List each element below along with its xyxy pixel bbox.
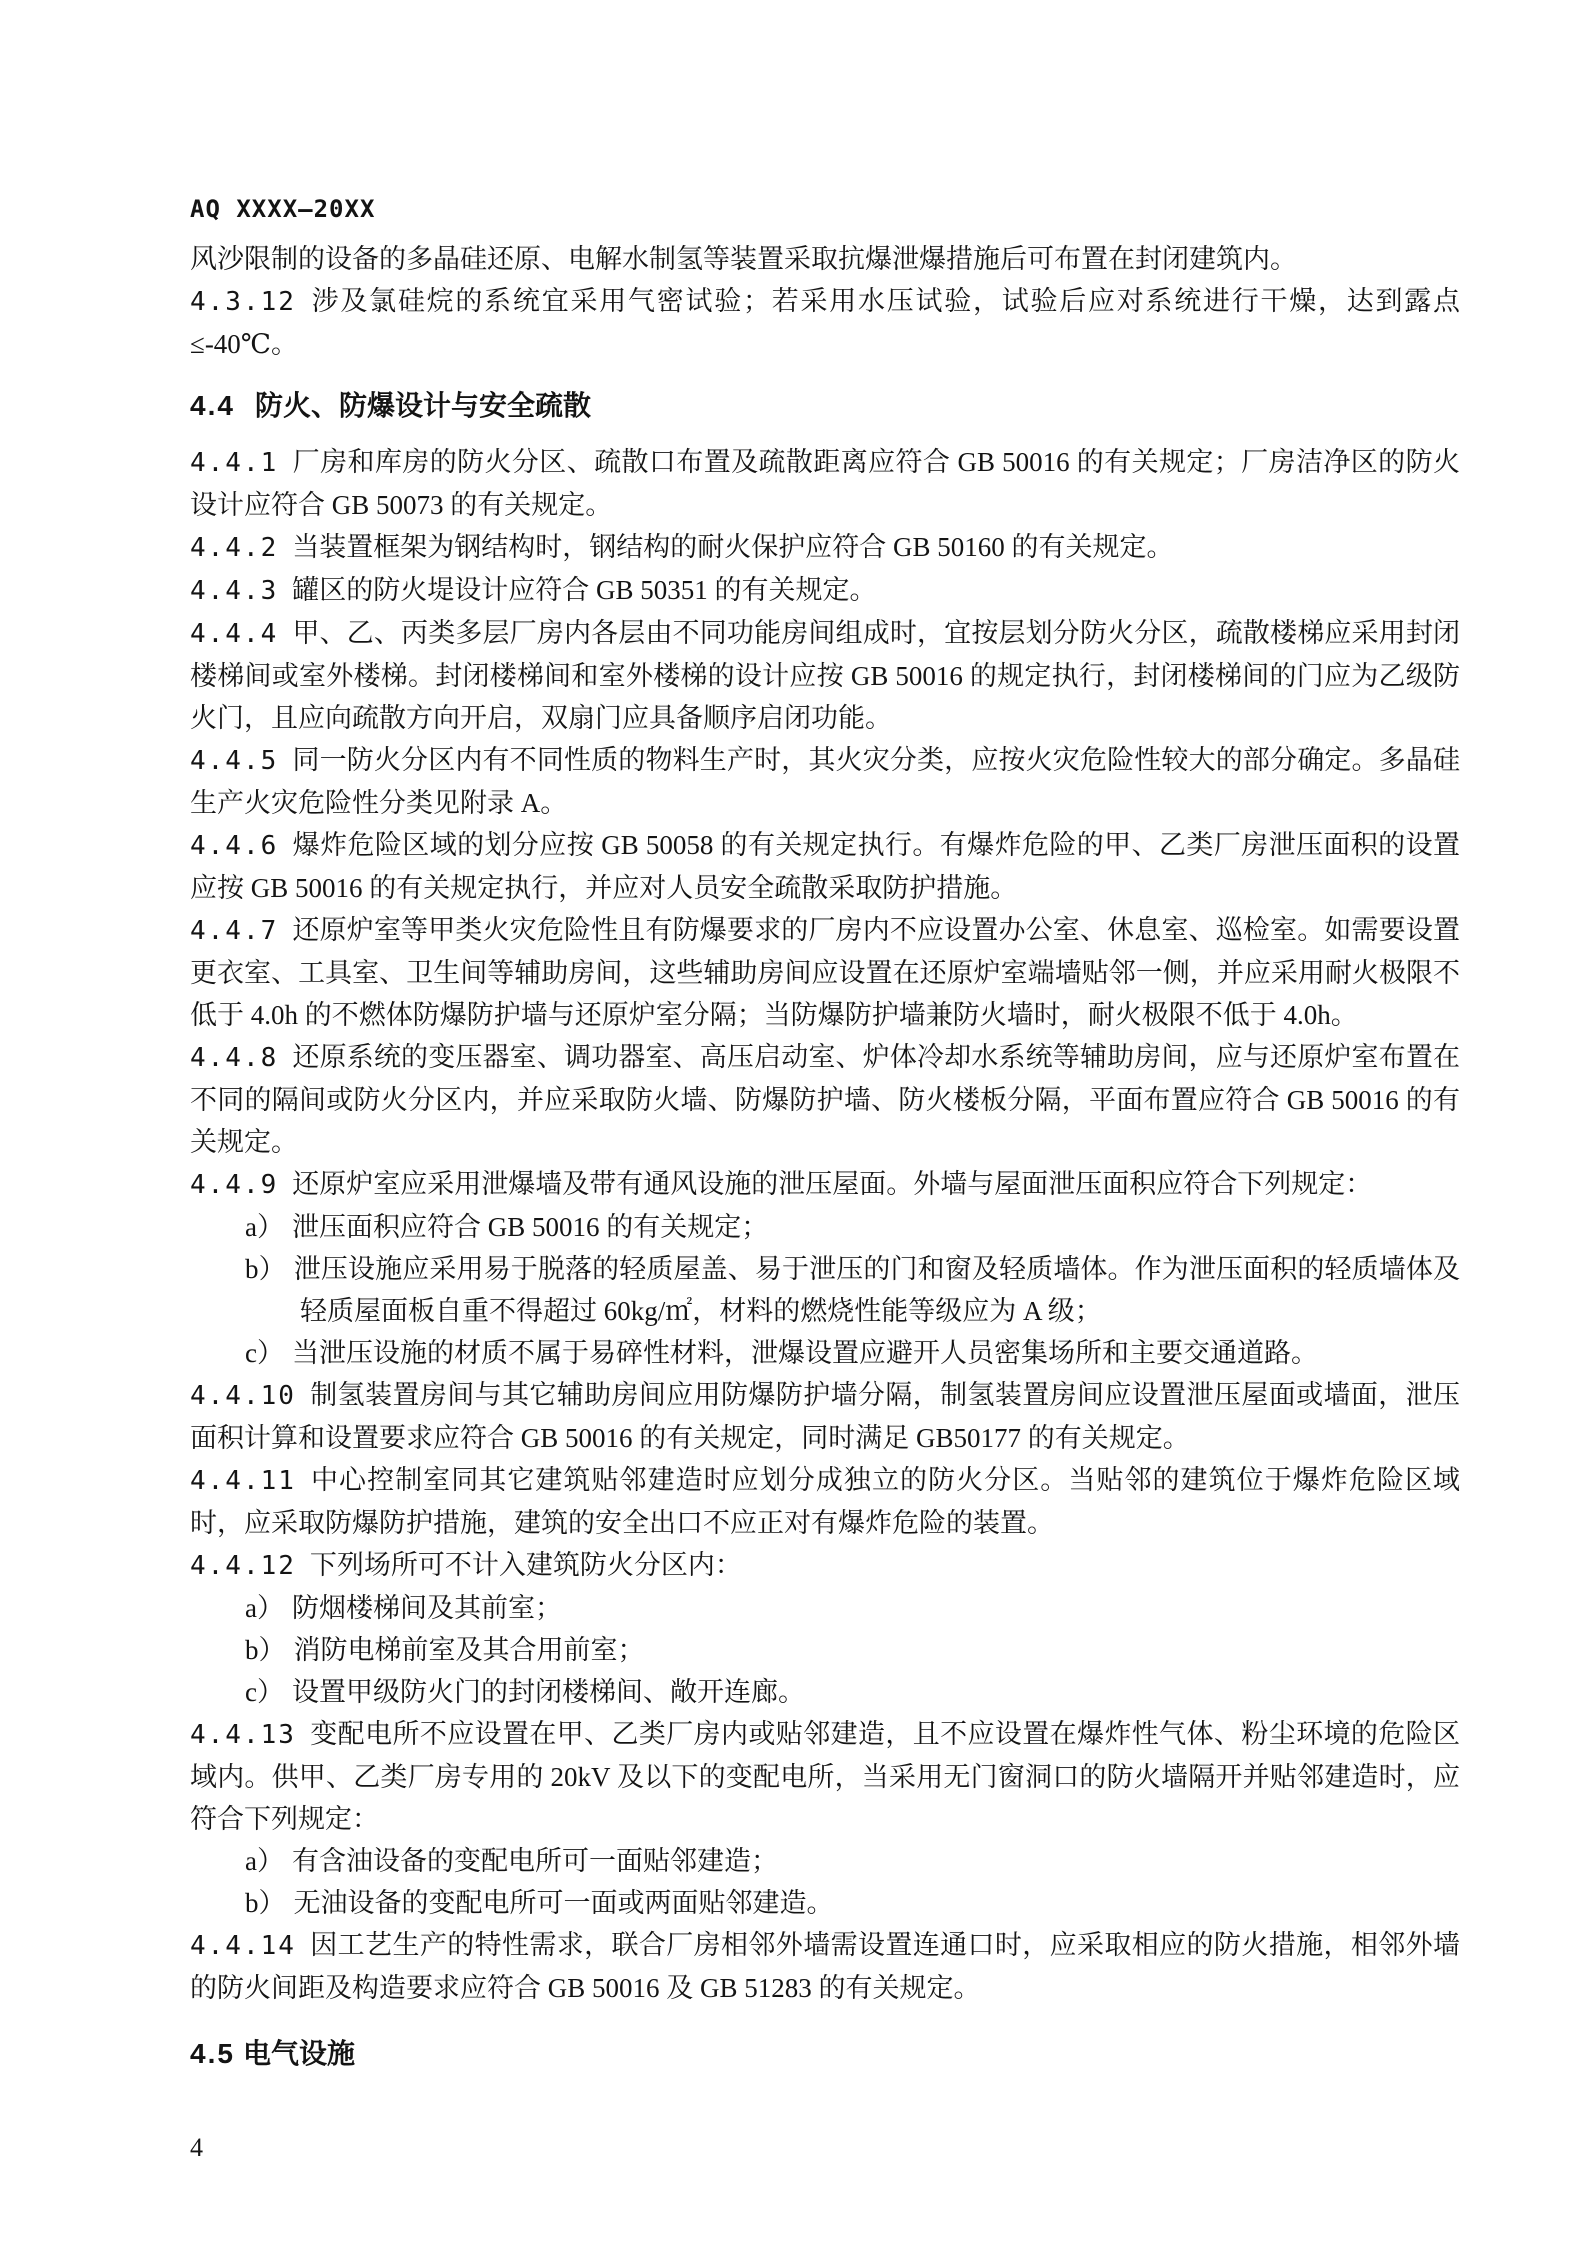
clause-paragraph bbox=[190, 441, 1460, 526]
clause-number: 4.4.4 bbox=[190, 619, 279, 649]
text-content: 消防电梯前室及其合用前室； bbox=[293, 1635, 645, 1665]
text-content: 因工艺生产的特性需求，联合厂房相邻外墙需设置连通口时，应采取相应的防火措施，相邻外墙的防火间距及构造要求应符合 GB 50016 及 GB 51283 的有关规定。 bbox=[190, 1930, 1460, 2003]
text-content: 设置甲级防火门的封闭楼梯间、敞开连廊。 bbox=[291, 1677, 805, 1707]
text-content: 变配电所不应设置在甲、乙类厂房内或贴邻建造，且不应设置在爆炸性气体、粉尘环境的危险区域内。供甲、乙类厂房专用的 20kV 及以下的变配电所，当采用无门窗洞口的防火墙隔开并贴邻建造时，应符合下列规定： bbox=[190, 1719, 1460, 1834]
clause-number: 4.4.8 bbox=[190, 1043, 279, 1073]
text-content: 下列场所可不计入建筑防火分区内： bbox=[309, 1550, 742, 1580]
text-content: 厂房和库房的防火分区、疏散口布置及疏散距离应符合 GB 50016 的有关规定；厂房洁净区的防火设计应符合 GB 50073 的有关规定。 bbox=[190, 447, 1460, 520]
text-content: 爆炸危险区域的划分应按 GB 50058 的有关规定执行。有爆炸危险的甲、乙类厂房泄压面积的设置应按 GB 50016 的有关规定执行，并应对人员安全疏散采取防护措施。 bbox=[190, 830, 1460, 903]
text-content: 同一防火分区内有不同性质的物料生产时，其火灾分类，应按火灾危险性较大的部分确定。多晶硅生产火灾危险性分类见附录 A。 bbox=[190, 745, 1460, 818]
text-content: 制氢装置房间与其它辅助房间应用防爆防护墙分隔，制氢装置房间应设置泄压屋面或墙面，泄压面积计算和设置要求应符合 GB 50016 的有关规定，同时满足 GB50177 的有关规定。 bbox=[190, 1380, 1460, 1453]
clause-number: 4.4.14 bbox=[190, 1931, 296, 1961]
text-content: 当装置框架为钢结构时，钢结构的耐火保护应符合 GB 50160 的有关规定。 bbox=[292, 532, 1174, 562]
clause-paragraph bbox=[190, 612, 1460, 739]
list-item bbox=[190, 1671, 1460, 1713]
clause-paragraph bbox=[190, 1544, 1460, 1587]
list-item bbox=[190, 1206, 1460, 1248]
list-marker: b） bbox=[245, 1635, 286, 1665]
text-content: 电气设施 bbox=[242, 2038, 355, 2069]
clause-paragraph bbox=[190, 824, 1460, 909]
clause-paragraph bbox=[190, 1713, 1460, 1840]
clause-number: 4.4.11 bbox=[190, 1466, 296, 1496]
text-content: 风沙限制的设备的多晶硅还原、电解水制氢等装置采取抗爆泄爆措施后可布置在封闭建筑内。 bbox=[190, 244, 1297, 274]
clause-number: 4.4.9 bbox=[190, 1170, 279, 1200]
text-content: 当泄压设施的材质不属于易碎性材料，泄爆设置应避开人员密集场所和主要交通道路。 bbox=[291, 1338, 1318, 1368]
section-heading bbox=[190, 2033, 1460, 2075]
text-content: 还原系统的变压器室、调功器室、高压启动室、炉体冷却水系统等辅助房间，应与还原炉室布置在不同的隔间或防火分区内，并应采取防火墙、防爆防护墙、防火楼板分隔，平面布置应符合 GB 50016 的有关规定。 bbox=[190, 1042, 1460, 1157]
list-marker: a） bbox=[245, 1212, 284, 1242]
paragraph bbox=[190, 238, 1460, 280]
list-item bbox=[190, 1332, 1460, 1374]
text-content: 还原炉室等甲类火灾危险性且有防爆要求的厂房内不应设置办公室、休息室、巡检室。如需要设置更衣室、工具室、卫生间等辅助房间，这些辅助房间应设置在还原炉室端墙贴邻一侧，并应采用耐火极限不低于 4.0h 的不燃体防爆防护墙与还原炉室分隔；当防爆防护墙兼防火墙时，耐火极限不低于 4.0h。 bbox=[190, 915, 1460, 1030]
text-content: 泄压设施应采用易于脱落的轻质屋盖、易于泄压的门和窗及轻质墙体。作为泄压面积的轻质墙体及轻质屋面板自重不得超过 60kg/㎡，材料的燃烧性能等级应为 A 级； bbox=[293, 1254, 1460, 1326]
clause-paragraph bbox=[190, 569, 1460, 612]
list-marker: a） bbox=[245, 1846, 284, 1876]
list-item bbox=[190, 1587, 1460, 1629]
list-item bbox=[190, 1882, 1460, 1924]
clause-paragraph bbox=[190, 1374, 1460, 1459]
list-marker: b） bbox=[245, 1888, 286, 1918]
text-content: 无油设备的变配电所可一面或两面贴邻建造。 bbox=[293, 1888, 834, 1918]
clause-number: 4.4.6 bbox=[190, 831, 279, 861]
clause-paragraph bbox=[190, 909, 1460, 1036]
clause-paragraph bbox=[190, 1924, 1460, 2009]
section-heading bbox=[190, 385, 1460, 427]
text-content: 涉及氯硅烷的系统宜采用气密试验；若采用水压试验，试验后应对系统进行干燥，达到露点≤-40℃。 bbox=[190, 286, 1460, 359]
clause-number: 4.3.12 bbox=[190, 287, 296, 317]
list-marker: c） bbox=[245, 1338, 284, 1368]
text-content: 有含油设备的变配电所可一面贴邻建造； bbox=[291, 1846, 778, 1876]
text-content: 防火、防爆设计与安全疏散 bbox=[254, 390, 591, 421]
clause-paragraph bbox=[190, 1036, 1460, 1163]
clause-number: 4.4.1 bbox=[190, 448, 279, 478]
text-content: 中心控制室同其它建筑贴邻建造时应划分成独立的防火分区。当贴邻的建筑位于爆炸危险区域时，应采取防爆防护措施，建筑的安全出口不应正对有爆炸危险的装置。 bbox=[190, 1465, 1460, 1538]
list-marker: b） bbox=[245, 1254, 286, 1284]
clause-number: 4.5 bbox=[190, 2038, 235, 2069]
clause-number: 4.4 bbox=[190, 390, 235, 421]
text-content: 罐区的防火堤设计应符合 GB 50351 的有关规定。 bbox=[292, 575, 877, 605]
clause-number: 4.4.3 bbox=[190, 576, 279, 606]
clause-paragraph bbox=[190, 739, 1460, 824]
clause-number: 4.4.12 bbox=[190, 1551, 296, 1581]
page-number: 4 bbox=[190, 2133, 203, 2162]
document-body bbox=[190, 238, 1460, 2075]
list-item bbox=[190, 1840, 1460, 1882]
clause-paragraph bbox=[190, 1459, 1460, 1544]
text-content: 还原炉室应采用泄爆墙及带有通风设施的泄压屋面。外墙与屋面泄压面积应符合下列规定： bbox=[292, 1169, 1373, 1199]
clause-paragraph bbox=[190, 280, 1460, 365]
list-item bbox=[190, 1248, 1460, 1332]
clause-number: 4.4.10 bbox=[190, 1381, 296, 1411]
text-content: 防烟楼梯间及其前室； bbox=[291, 1593, 562, 1623]
list-marker: c） bbox=[245, 1677, 284, 1707]
clause-paragraph bbox=[190, 1163, 1460, 1206]
clause-number: 4.4.7 bbox=[190, 916, 279, 946]
clause-number: 4.4.5 bbox=[190, 746, 279, 776]
text-content: 甲、乙、丙类多层厂房内各层由不同功能房间组成时，宜按层划分防火分区，疏散楼梯应采用封闭楼梯间或室外楼梯。封闭楼梯间和室外楼梯的设计应按 GB 50016 的规定执行，封闭楼梯间的门应为乙级防火门，且应向疏散方向开启，双扇门应具备顺序启闭功能。 bbox=[190, 618, 1460, 733]
clause-number: 4.4.13 bbox=[190, 1720, 296, 1750]
list-marker: a） bbox=[245, 1593, 284, 1623]
clause-number: 4.4.2 bbox=[190, 533, 279, 563]
document-header-code: AQ XXXX—20XX bbox=[190, 195, 376, 223]
text-content: 泄压面积应符合 GB 50016 的有关规定； bbox=[291, 1212, 769, 1242]
list-item bbox=[190, 1629, 1460, 1671]
clause-paragraph bbox=[190, 526, 1460, 569]
